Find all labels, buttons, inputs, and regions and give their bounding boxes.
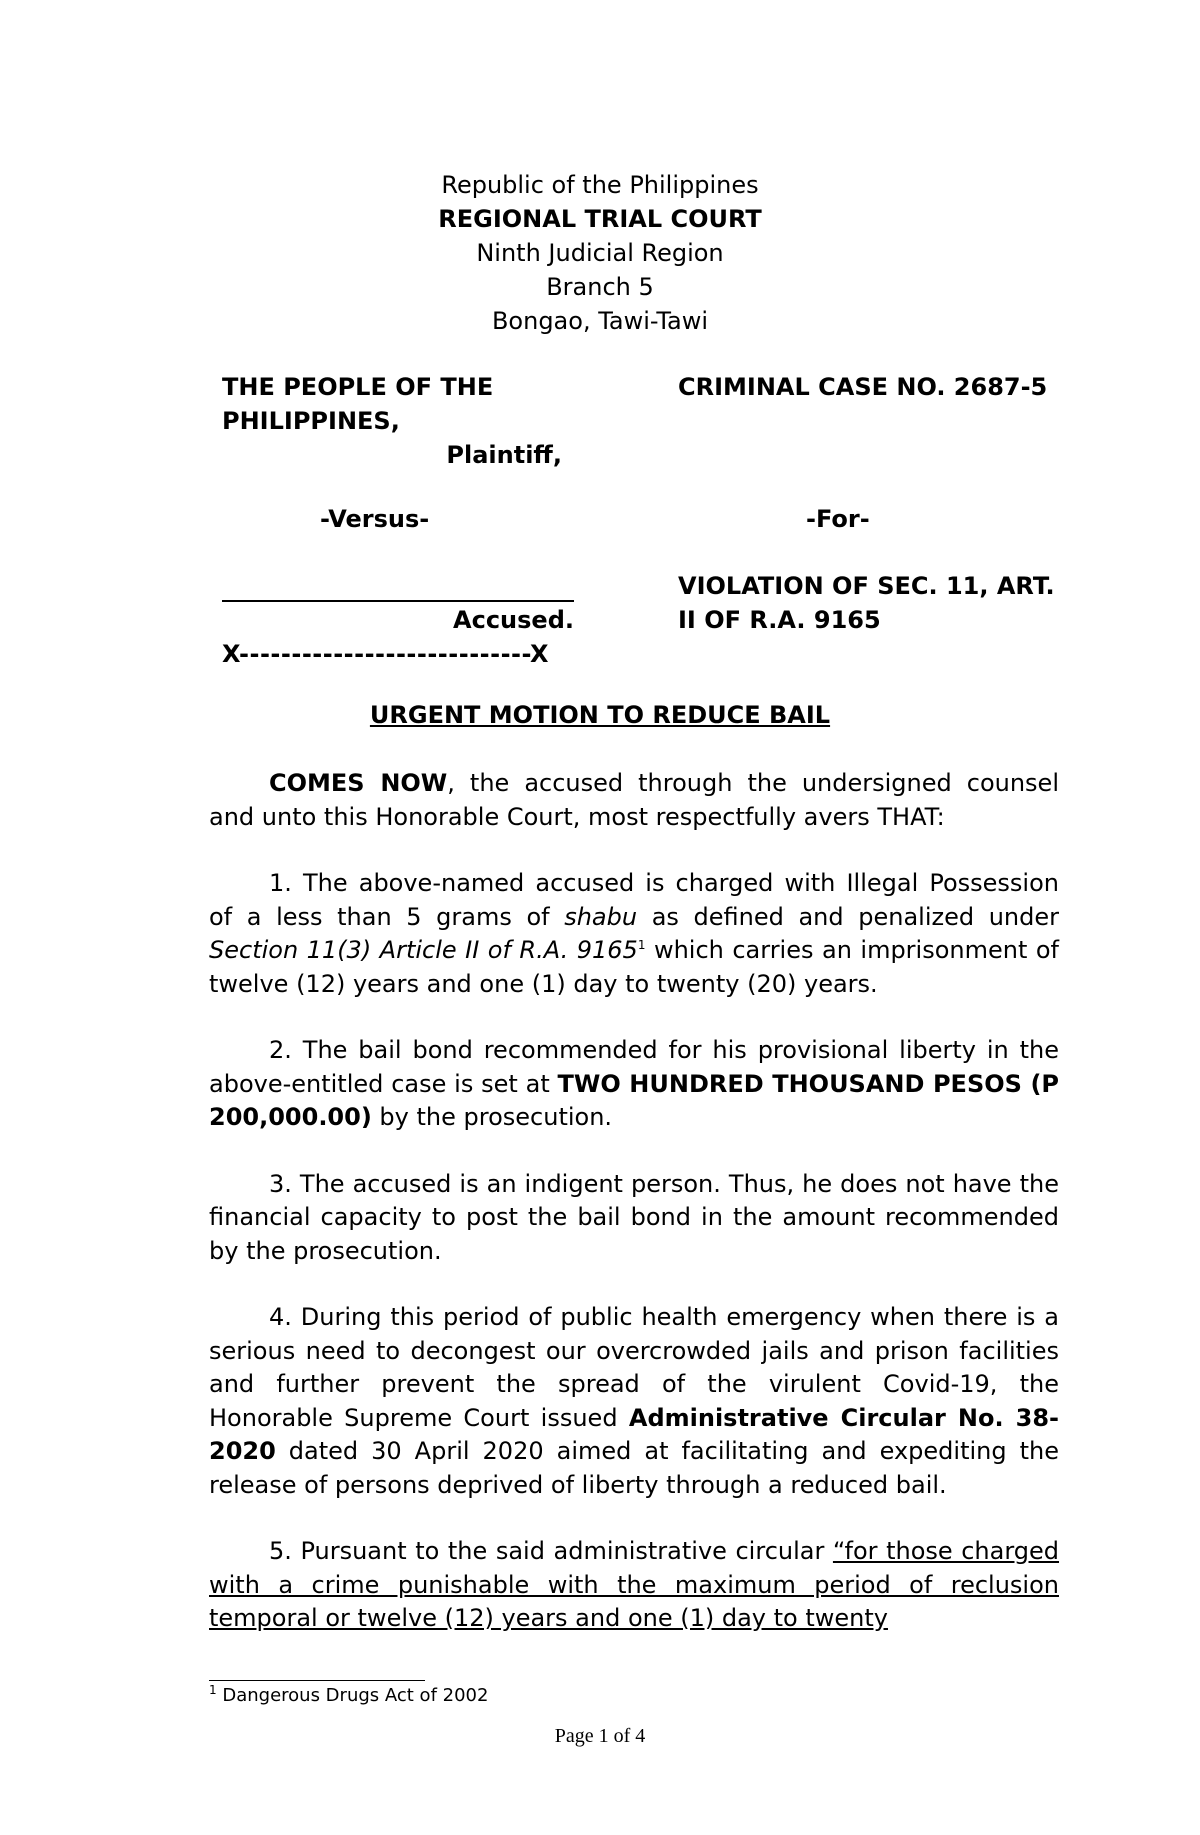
violation-block	[678, 569, 1098, 637]
accused-role: Accused.	[453, 606, 574, 634]
footnote	[209, 1684, 488, 1708]
violation-line2: II OF R.A. 9165	[678, 606, 881, 634]
p1-text-b: as defined and penalized under	[637, 902, 1059, 931]
court-header	[0, 168, 1200, 338]
case-number: CRIMINAL CASE NO. 2687-5	[678, 373, 1048, 401]
caption-divider: X----------------------------X	[222, 640, 549, 668]
footnote-divider	[209, 1680, 425, 1681]
page-total: 4	[635, 1725, 646, 1747]
p5-quote: “for those charged with a crime punishable with the maximum period of reclusion temporal or twelve (12) years and one (1) day to twenty	[209, 1537, 1060, 1632]
bail-amount: TWO HUNDRED THOUSAND PESOS (P 200,000.00)	[209, 1069, 1059, 1131]
republic-line: Republic of the Philippines	[441, 171, 759, 199]
p1-section-ref: Section 11(3) Article II of R.A. 9165	[209, 936, 638, 964]
p4-text-b: dated 30 April 2020 aimed at facilitating and expediting the release of persons deprived of liberty through a reduced bail.	[209, 1437, 1059, 1499]
page-current: 1	[598, 1725, 609, 1747]
footnote-number: 1	[209, 1683, 217, 1697]
region-line: Ninth Judicial Region	[476, 239, 724, 267]
footnote-ref-1[interactable]: 1	[637, 938, 646, 952]
branch-line: Branch 5	[546, 273, 654, 301]
p1-text-c: which carries an imprisonment of twelve (12) years and one (1) day to twenty (20) years.	[209, 936, 1059, 998]
paragraph-1	[209, 867, 1059, 1001]
versus-label: -Versus-	[320, 505, 430, 533]
intro-text: , the accused through the undersigned counsel and unto this Honorable Court, most respectfully avers THAT:	[209, 769, 1059, 831]
page-prefix: Page	[554, 1725, 599, 1747]
for-label: -For-	[806, 505, 870, 533]
paragraph-4	[209, 1301, 1059, 1502]
paragraph-5	[209, 1535, 1059, 1636]
intro-paragraph	[209, 767, 1059, 834]
location-line: Bongao, Tawi-Tawi	[491, 307, 709, 335]
plaintiff-name-line2: PHILIPPINES,	[222, 407, 400, 435]
p5-text-a: 5. Pursuant to the said administrative circular	[269, 1537, 833, 1565]
motion-title-text: URGENT MOTION TO REDUCE BAIL	[369, 701, 831, 729]
comes-now: COMES NOW	[269, 769, 448, 797]
plaintiff-name-line1: THE PEOPLE OF THE	[222, 373, 494, 401]
page-of: of	[608, 1725, 636, 1747]
accused-name-blank	[222, 600, 574, 602]
paragraph-3: 3. The accused is an indigent person. Thus, he does not have the financial capacity to post the bail bond in the amount recommended by the prosecution.	[209, 1169, 1059, 1265]
footnote-text: Dangerous Drugs Act of 2002	[216, 1685, 489, 1706]
p1-text-a: 1. The above-named accused is charged with Illegal Possession of a less than 5 grams of	[209, 869, 1059, 931]
page-number	[0, 1725, 1200, 1748]
motion-title	[0, 701, 1200, 729]
plaintiff-role: Plaintiff,	[446, 441, 562, 469]
plaintiff-block	[222, 370, 562, 472]
p2-text-a: 2. The bail bond recommended for his provisional liberty in the above-entitled case is set at	[209, 1036, 1059, 1098]
p4-text-a: 4. During this period of public health emergency when there is a serious need to decongest our overcrowded jails and prison facilities and further prevent the spread of the virulent Covid-19, the Honorable Supreme Court issued	[209, 1303, 1059, 1432]
paragraph-2	[209, 1034, 1059, 1135]
motion-body	[209, 767, 1059, 1636]
violation-line1: VIOLATION OF SEC. 11, ART.	[678, 572, 1055, 600]
p1-shabu: shabu	[564, 902, 638, 931]
p2-text-b: by the prosecution.	[371, 1103, 613, 1131]
circular-ref: Administrative Circular No. 38-2020	[209, 1403, 1059, 1465]
court-name: REGIONAL TRIAL COURT	[438, 205, 762, 233]
